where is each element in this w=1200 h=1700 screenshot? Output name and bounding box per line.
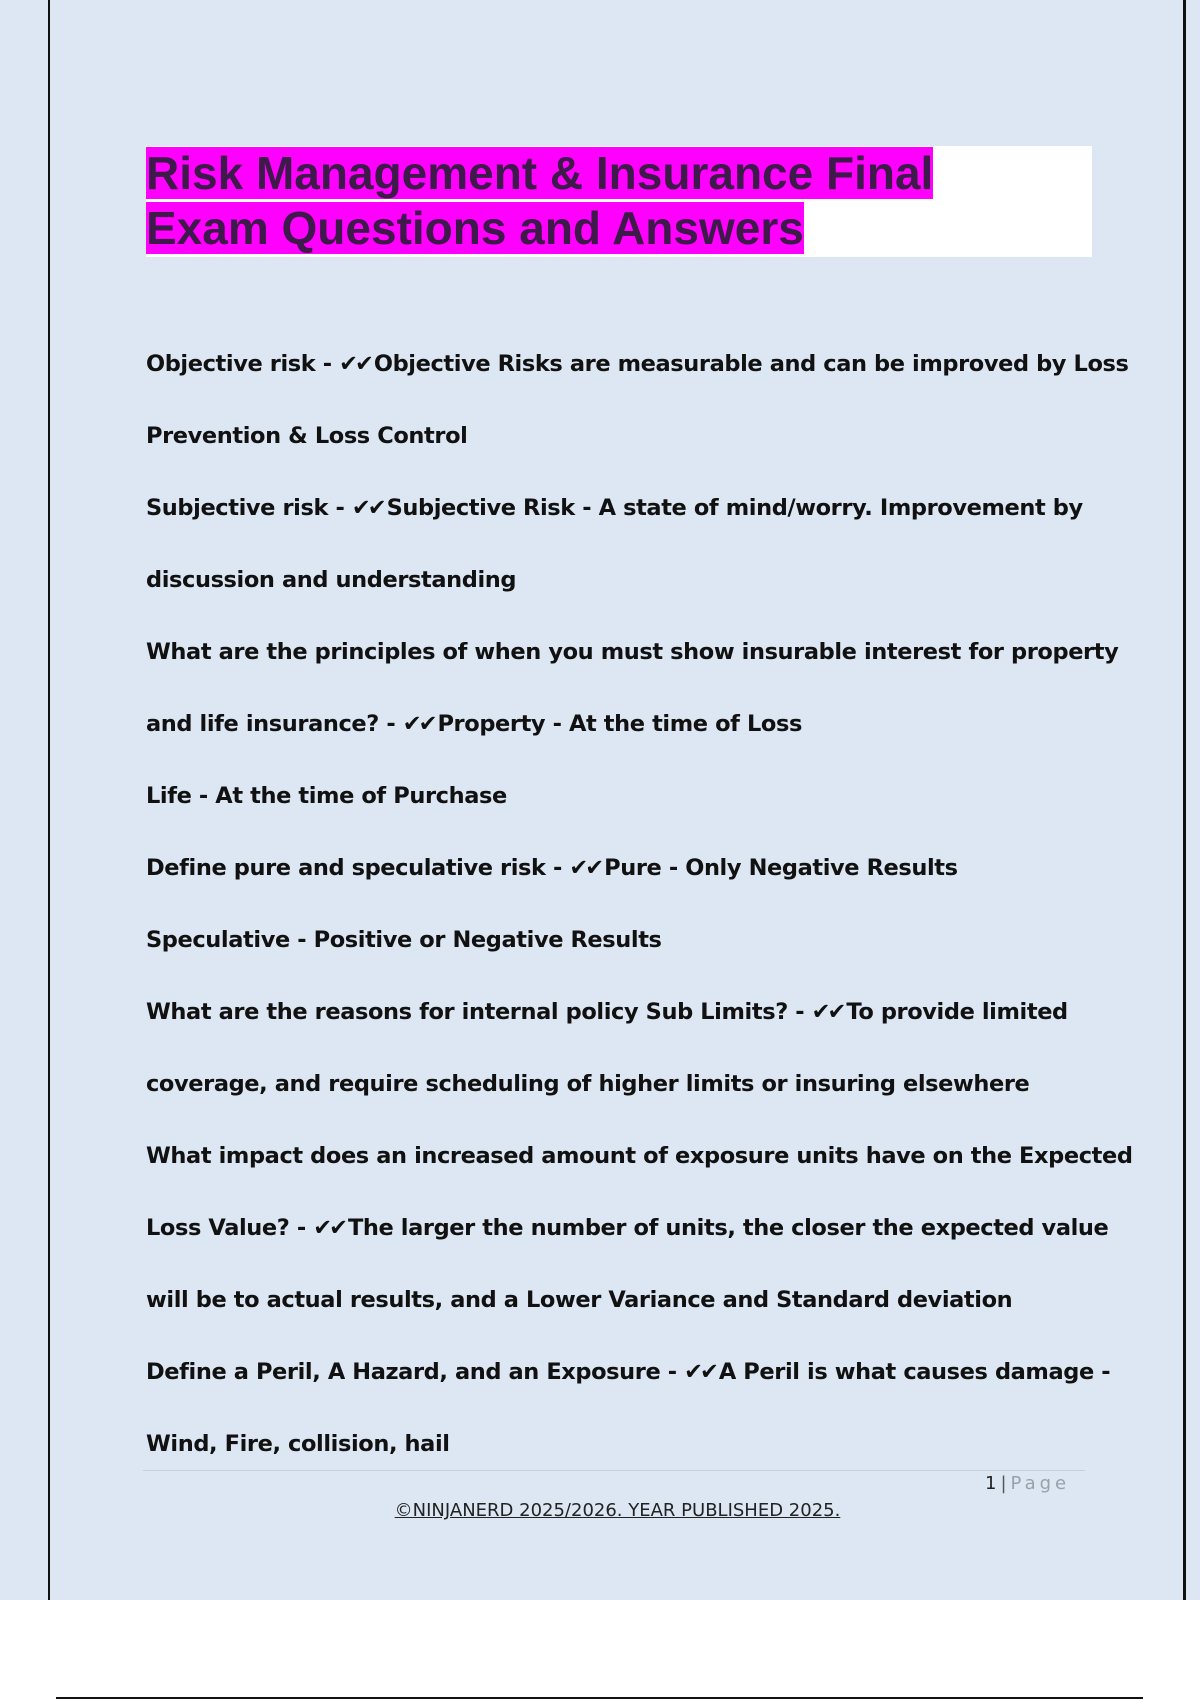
line-text: What are the principles of when you must show insurable interest for property (146, 639, 1119, 665)
line-text: will be to actual results, and a Lower Variance and Standard deviation (146, 1287, 1013, 1313)
page-border-right (1183, 0, 1186, 1600)
text-line (146, 760, 1096, 832)
text-line (146, 832, 1096, 904)
text-line (146, 616, 1119, 688)
answer-text: Pure - Only Negative Results (604, 855, 958, 881)
line-text: Life - At the time of Purchase (146, 783, 507, 809)
text-line (146, 544, 1096, 616)
document-title (146, 146, 1092, 257)
line-text: Define a Peril, A Hazard, and an Exposure - (146, 1359, 685, 1385)
double-check-icon: ✔✔ (402, 711, 435, 737)
line-text: Objective risk - (146, 351, 340, 377)
line-text: discussion and understanding (146, 567, 517, 593)
answer-text: To provide limited (846, 999, 1068, 1025)
line-text: Define pure and speculative risk - (146, 855, 570, 881)
double-check-icon: ✔✔ (569, 855, 602, 881)
text-line (146, 472, 1096, 544)
text-line (146, 1336, 1111, 1408)
bottom-divider (56, 1697, 1143, 1699)
answer-text: A Peril is what causes damage - (718, 1359, 1111, 1385)
title-line: Exam Questions and Answers (146, 202, 804, 254)
text-line (146, 688, 1096, 760)
line-text: Prevention & Loss Control (146, 423, 468, 449)
answer-text: Subjective Risk - A state of mind/worry. Improvement by (386, 495, 1083, 521)
text-line (146, 1048, 1096, 1120)
text-line (146, 1120, 1133, 1192)
text-line (146, 400, 1096, 472)
text-line (146, 1192, 1109, 1264)
page-border-left (48, 0, 50, 1600)
title-line: Risk Management & Insurance Final (146, 147, 934, 199)
text-line (146, 904, 1096, 976)
qa-content (146, 328, 1133, 1480)
page-number: 1 | Page (985, 1473, 1071, 1494)
answer-text: Property - At the time of Loss (437, 711, 802, 737)
footer-divider (143, 1470, 1085, 1471)
answer-text: The larger the number of units, the closer the expected value (347, 1215, 1109, 1241)
text-line (146, 328, 1129, 400)
copyright-notice: ©NINJANERD 2025/2026. YEAR PUBLISHED 2025. (394, 1500, 841, 1521)
double-check-icon: ✔✔ (351, 495, 384, 521)
double-check-icon: ✔✔ (811, 999, 844, 1025)
line-text: What are the reasons for internal policy Sub Limits? - (146, 999, 812, 1025)
double-check-icon: ✔✔ (684, 1359, 716, 1385)
line-text: and life insurance? - (146, 711, 403, 737)
answer-text: Objective Risks are measurable and can be improved by Loss (373, 351, 1129, 377)
line-text: Wind, Fire, collision, hail (146, 1431, 450, 1457)
text-line (146, 1264, 1096, 1336)
line-text: What impact does an increased amount of exposure units have on the Expected (146, 1143, 1133, 1169)
text-line (146, 976, 1096, 1048)
double-check-icon: ✔✔ (339, 351, 371, 377)
line-text: Speculative - Positive or Negative Results (146, 927, 662, 953)
line-text: coverage, and require scheduling of higher limits or insuring elsewhere (146, 1071, 1030, 1097)
line-text: Subjective risk - (146, 495, 352, 521)
double-check-icon: ✔✔ (313, 1215, 345, 1241)
line-text: Loss Value? - (146, 1215, 314, 1241)
